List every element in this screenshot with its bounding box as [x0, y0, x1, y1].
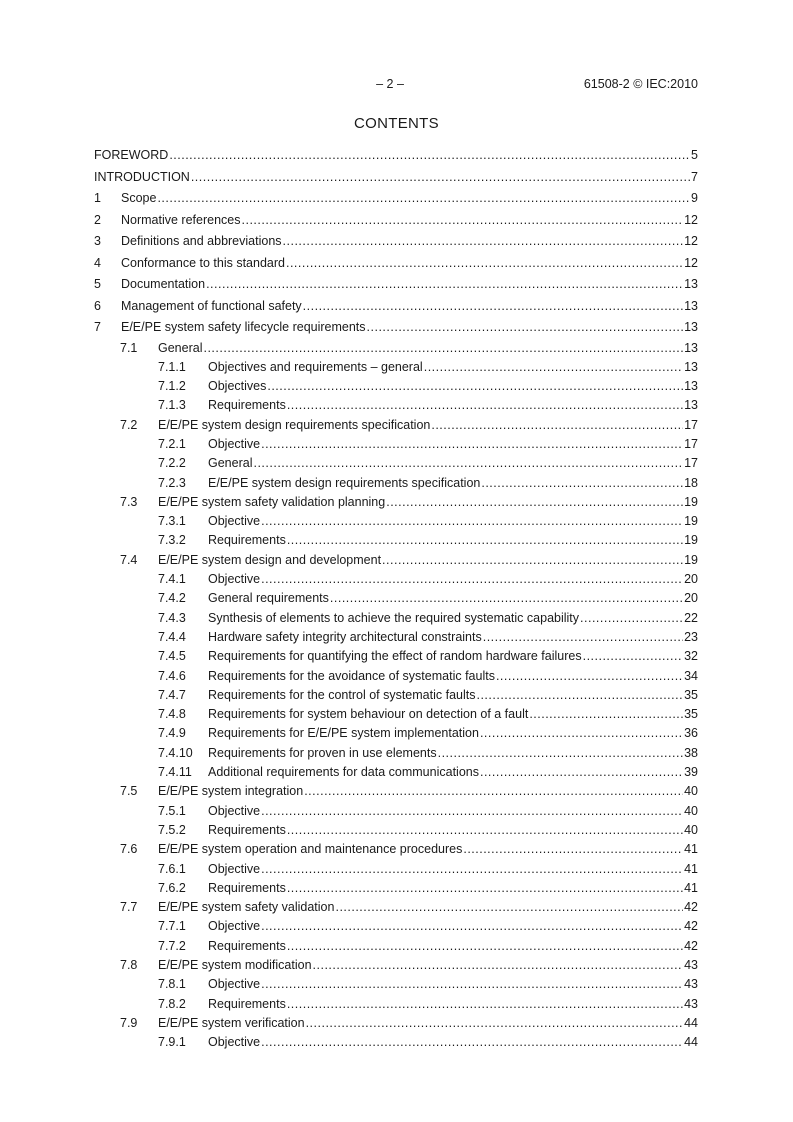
toc-entry-title: Conformance to this standard [121, 255, 285, 270]
toc-entry[interactable] [94, 416, 698, 435]
toc-entry[interactable] [94, 339, 698, 358]
toc-entry-title: Objectives and requirements – general [208, 359, 423, 374]
toc-entry-number: 7.4.1 [158, 572, 186, 587]
dot-leader [463, 840, 683, 859]
toc-entry-number: 7.8.1 [158, 977, 186, 992]
toc-entry-title: Requirements [208, 822, 286, 837]
toc-entry-page: 34 [684, 668, 698, 683]
dot-leader [424, 358, 683, 377]
toc-entry-number: 7.4.7 [158, 687, 186, 702]
dot-leader [261, 975, 683, 994]
toc-entry-page: 38 [684, 745, 698, 760]
toc-entry[interactable] [94, 647, 698, 666]
toc-entry-number: 7.7.2 [158, 938, 186, 953]
dot-leader [287, 937, 683, 956]
toc-entry-page: 36 [684, 726, 698, 741]
toc-entry[interactable] [94, 821, 698, 840]
toc-entry-title: E/E/PE system operation and maintenance procedures [158, 842, 463, 857]
toc-entry-number: 7.9 [120, 1015, 138, 1030]
dot-leader [242, 210, 684, 232]
toc-entry[interactable] [94, 975, 698, 994]
dot-leader [481, 474, 683, 493]
toc-entry-page: 13 [684, 277, 698, 291]
dot-leader [283, 231, 684, 253]
toc-entry[interactable] [94, 253, 698, 275]
toc-entry[interactable] [94, 628, 698, 647]
toc-entry-number: 7.4.9 [158, 726, 186, 741]
toc-entry[interactable] [94, 435, 698, 454]
toc-entry-page: 43 [684, 977, 698, 992]
dot-leader [286, 253, 683, 275]
toc-entry-page: 19 [684, 494, 698, 509]
toc-entry-title: Requirements [208, 938, 286, 953]
toc-entry[interactable] [94, 210, 698, 232]
toc-entry-number: 7.4.11 [158, 765, 192, 780]
dot-leader [303, 296, 683, 318]
toc-entry-title: Objective [208, 514, 261, 529]
toc-entry-page: 41 [684, 861, 698, 876]
toc-entry-number: 7.6.1 [158, 861, 186, 876]
toc-entry-page: 13 [684, 379, 698, 394]
toc-entry[interactable] [94, 937, 698, 956]
toc-entry[interactable] [94, 589, 698, 608]
toc-entry[interactable] [94, 802, 698, 821]
toc-entry[interactable] [94, 145, 698, 167]
dot-leader [438, 744, 684, 763]
toc-entry-number: 7.1.2 [158, 379, 186, 394]
dot-leader [191, 167, 690, 189]
dot-leader [287, 531, 683, 550]
toc-entry-number: 7.5.1 [158, 803, 186, 818]
toc-entry-number: 7.5 [120, 784, 138, 799]
toc-entry-title: Hardware safety integrity architectural constraints [208, 629, 482, 644]
dot-leader [261, 860, 683, 879]
toc-entry-number: 7.1.1 [158, 359, 186, 374]
toc-entry-title: E/E/PE system design requirements specification [208, 475, 481, 490]
toc-entry[interactable] [94, 898, 698, 917]
toc-entry[interactable] [94, 274, 698, 296]
toc-entry[interactable] [94, 840, 698, 859]
toc-entry-page: 40 [684, 822, 698, 837]
toc-entry-title: Objective [208, 977, 261, 992]
toc-entry-page: 32 [684, 649, 698, 664]
toc-entry-page: 44 [684, 1015, 698, 1030]
toc-entry-page: 19 [684, 514, 698, 529]
toc-entry-title: Objective [208, 861, 261, 876]
document-reference: 61508-2 © IEC:2010 [583, 77, 698, 91]
toc-entry-number: 7.3.2 [158, 533, 186, 548]
toc-entry-title: Objective [208, 919, 261, 934]
toc-entry[interactable] [94, 358, 698, 377]
dot-leader [330, 589, 683, 608]
toc-entry-page: 20 [684, 591, 698, 606]
dot-leader [304, 782, 683, 801]
toc-entry-title: Requirements [208, 533, 286, 548]
toc-entry-page: 22 [684, 610, 698, 625]
toc-entry-number: 7.2.2 [158, 456, 186, 471]
toc-entry-number: 3 [94, 234, 101, 248]
dot-leader [206, 274, 683, 296]
toc-entry-number: 7.9.1 [158, 1035, 186, 1050]
toc-entry[interactable] [94, 296, 698, 318]
dot-leader [386, 493, 683, 512]
toc-entry[interactable] [94, 609, 698, 628]
toc-entry-number: 7.1 [120, 340, 138, 355]
toc-entry[interactable] [94, 1014, 698, 1033]
toc-entry-number: 7.4.8 [158, 707, 186, 722]
dot-leader [261, 570, 683, 589]
toc-entry-page: 13 [684, 320, 698, 334]
dot-leader [483, 628, 683, 647]
toc-entry-number: 2 [94, 212, 101, 227]
dot-leader [287, 995, 683, 1014]
toc-entry-page: 19 [684, 533, 698, 548]
toc-entry-title: E/E/PE system safety validation planning [158, 494, 386, 509]
toc-entry-page: 42 [684, 919, 698, 934]
dot-leader [203, 339, 683, 358]
toc-entry-title: Additional requirements for data communications [208, 765, 479, 780]
toc-entry-title: E/E/PE system integration [158, 784, 304, 799]
toc-entry[interactable] [94, 995, 698, 1014]
dot-leader [287, 821, 683, 840]
toc-entry-number: 7.1.3 [158, 398, 186, 413]
page-title: CONTENTS [354, 115, 439, 132]
toc-entry-title: Management of functional safety [121, 298, 302, 313]
toc-entry-page: 13 [684, 359, 698, 374]
toc-entry-number: 7.7 [120, 900, 138, 915]
toc-entry[interactable] [94, 231, 698, 253]
toc-entry[interactable] [94, 667, 698, 686]
toc-entry-title: E/E/PE system design requirements specification [158, 417, 431, 432]
dot-leader [287, 396, 683, 415]
page-number-marker: – 2 – [376, 77, 404, 91]
toc-entry-page: 35 [684, 707, 698, 722]
toc-entry-title: INTRODUCTION [94, 169, 190, 184]
dot-leader [287, 879, 683, 898]
toc-entry[interactable] [94, 782, 698, 801]
toc-entry-title: E/E/PE system modification [158, 958, 312, 972]
dot-leader [382, 551, 683, 570]
dot-leader [476, 686, 683, 705]
toc-entry-page: 17 [684, 417, 698, 432]
toc-entry[interactable] [94, 879, 698, 898]
toc-entry-page: 39 [684, 765, 698, 780]
toc-entry-title: Requirements [208, 880, 286, 895]
toc-entry-page: 12 [684, 212, 698, 227]
dot-leader [261, 435, 683, 454]
toc-entry-page: 43 [684, 996, 698, 1011]
toc-entry-number: 4 [94, 255, 101, 270]
toc-entry-number: 7.6 [120, 842, 138, 857]
toc-entry-page: 44 [684, 1035, 698, 1050]
toc-entry-number: 7.4.4 [158, 629, 186, 644]
toc-entry-title: Requirements for the avoidance of systematic faults [208, 668, 495, 683]
dot-leader [157, 188, 690, 210]
toc-entry-page: 20 [684, 572, 698, 587]
toc-entry-title: Definitions and abbreviations [121, 234, 282, 248]
toc-entry-title: Requirements for the control of systematic faults [208, 687, 476, 702]
toc-entry-title: Requirements for proven in use elements [208, 745, 437, 760]
toc-entry-number: 7.8 [120, 958, 138, 972]
toc-entry[interactable] [94, 512, 698, 531]
toc-entry-title: Objectives [208, 379, 267, 394]
toc-entry[interactable] [94, 744, 698, 763]
dot-leader [261, 917, 683, 936]
toc-entry-page: 35 [684, 687, 698, 702]
toc-entry-title: FOREWORD [94, 148, 169, 162]
toc-entry-page: 5 [691, 148, 698, 162]
toc-entry-page: 9 [691, 191, 698, 205]
toc-entry-title: E/E/PE system safety validation [158, 900, 335, 915]
toc-entry-title: E/E/PE system safety lifecycle requirements [121, 320, 366, 334]
dot-leader [335, 898, 683, 917]
dot-leader [313, 956, 684, 975]
toc-entry-title: Requirements [208, 996, 286, 1011]
toc-entry-title: Requirements [208, 398, 286, 413]
toc-entry[interactable] [94, 763, 698, 782]
toc-entry-title: Objective [208, 1035, 261, 1050]
toc-entry-number: 7.2 [120, 417, 138, 432]
dot-leader [261, 1033, 683, 1052]
toc-entry-title: E/E/PE system design and development [158, 552, 382, 567]
dot-leader [367, 317, 684, 339]
toc-entry[interactable] [94, 377, 698, 396]
toc-entry-number: 7.6.2 [158, 880, 186, 895]
dot-leader [496, 667, 683, 686]
dot-leader [583, 647, 684, 666]
toc-entry-number: 7.3.1 [158, 514, 186, 529]
toc-entry-title: Documentation [121, 277, 206, 291]
toc-entry-page: 12 [684, 255, 698, 270]
toc-entry-number: 7.4.5 [158, 649, 186, 664]
dot-leader [529, 705, 683, 724]
toc-entry-page: 13 [684, 340, 698, 355]
toc-entry-number: 7.2.3 [158, 475, 186, 490]
dot-leader [306, 1014, 684, 1033]
toc-entry-number: 1 [94, 191, 101, 205]
toc-entry-page: 40 [684, 784, 698, 799]
toc-entry[interactable] [94, 1033, 698, 1052]
toc-entry-title: Requirements for E/E/PE system implementation [208, 726, 479, 741]
toc-entry-title: General requirements [208, 591, 329, 606]
toc-entry-page: 19 [684, 552, 698, 567]
toc-entry-number: 7.3 [120, 494, 138, 509]
toc-entry-page: 17 [684, 436, 698, 451]
toc-entry-page: 13 [684, 298, 698, 313]
toc-entry-number: 7.4.6 [158, 668, 186, 683]
toc-entry[interactable] [94, 396, 698, 415]
toc-entry-number: 7 [94, 320, 101, 334]
toc-entry-page: 42 [684, 900, 698, 915]
toc-entry[interactable] [94, 474, 698, 493]
toc-entry[interactable] [94, 531, 698, 550]
toc-entry-page: 23 [684, 629, 698, 644]
toc-entry-number: 7.5.2 [158, 822, 186, 837]
toc-entry[interactable] [94, 167, 698, 189]
toc-entry-title: E/E/PE system verification [158, 1015, 305, 1030]
toc-entry-page: 18 [684, 475, 698, 490]
dot-leader [580, 609, 683, 628]
toc-entry-number: 7.4.10 [158, 745, 193, 760]
dot-leader [261, 802, 683, 821]
toc-entry-page: 17 [684, 456, 698, 471]
toc-entry-page: 42 [684, 938, 698, 953]
dot-leader [431, 416, 683, 435]
toc-entry[interactable] [94, 317, 698, 339]
dot-leader [480, 763, 683, 782]
toc-entry[interactable] [94, 705, 698, 724]
toc-entry[interactable] [94, 917, 698, 936]
toc-entry-number: 7.2.1 [158, 436, 186, 451]
toc-entry-title: Synthesis of elements to achieve the required systematic capability [208, 610, 580, 625]
toc-entry-page: 41 [684, 842, 698, 857]
toc-entry-page: 7 [691, 169, 698, 184]
toc-entry-title: Requirements for system behaviour on detection of a fault [208, 707, 529, 722]
toc-entry-number: 5 [94, 277, 101, 291]
toc-entry-number: 7.4.3 [158, 610, 186, 625]
toc-entry[interactable] [94, 493, 698, 512]
toc-entry-title: General [158, 340, 203, 355]
toc-entry[interactable] [94, 551, 698, 570]
toc-entry-number: 7.4 [120, 552, 138, 567]
toc-entry-title: Objective [208, 803, 261, 818]
dot-leader [480, 724, 683, 743]
toc-entry-title: Objective [208, 572, 261, 587]
toc-entry-number: 7.4.2 [158, 591, 186, 606]
toc-entry[interactable] [94, 956, 698, 975]
toc-entry-title: Scope [121, 191, 157, 205]
toc-entry[interactable] [94, 570, 698, 589]
toc-entry[interactable] [94, 724, 698, 743]
toc-entry-title: Normative references [121, 212, 241, 227]
dot-leader [253, 454, 683, 473]
toc-entry-title: General [208, 456, 253, 471]
dot-leader [169, 145, 690, 167]
toc-entry-page: 12 [684, 234, 698, 248]
toc-entry-title: Objective [208, 436, 261, 451]
dot-leader [267, 377, 683, 396]
toc-entry-page: 43 [684, 958, 698, 972]
toc-entry[interactable] [94, 860, 698, 879]
table-of-contents [94, 145, 698, 1052]
toc-entry-page: 40 [684, 803, 698, 818]
toc-entry-number: 7.7.1 [158, 919, 186, 934]
toc-entry[interactable] [94, 454, 698, 473]
toc-entry-title: Requirements for quantifying the effect of random hardware failures [208, 649, 582, 664]
toc-entry[interactable] [94, 686, 698, 705]
toc-entry-page: 13 [684, 398, 698, 413]
toc-entry[interactable] [94, 188, 698, 210]
toc-entry-number: 6 [94, 298, 101, 313]
toc-entry-page: 41 [684, 880, 698, 895]
dot-leader [261, 512, 683, 531]
toc-entry-number: 7.8.2 [158, 996, 186, 1011]
